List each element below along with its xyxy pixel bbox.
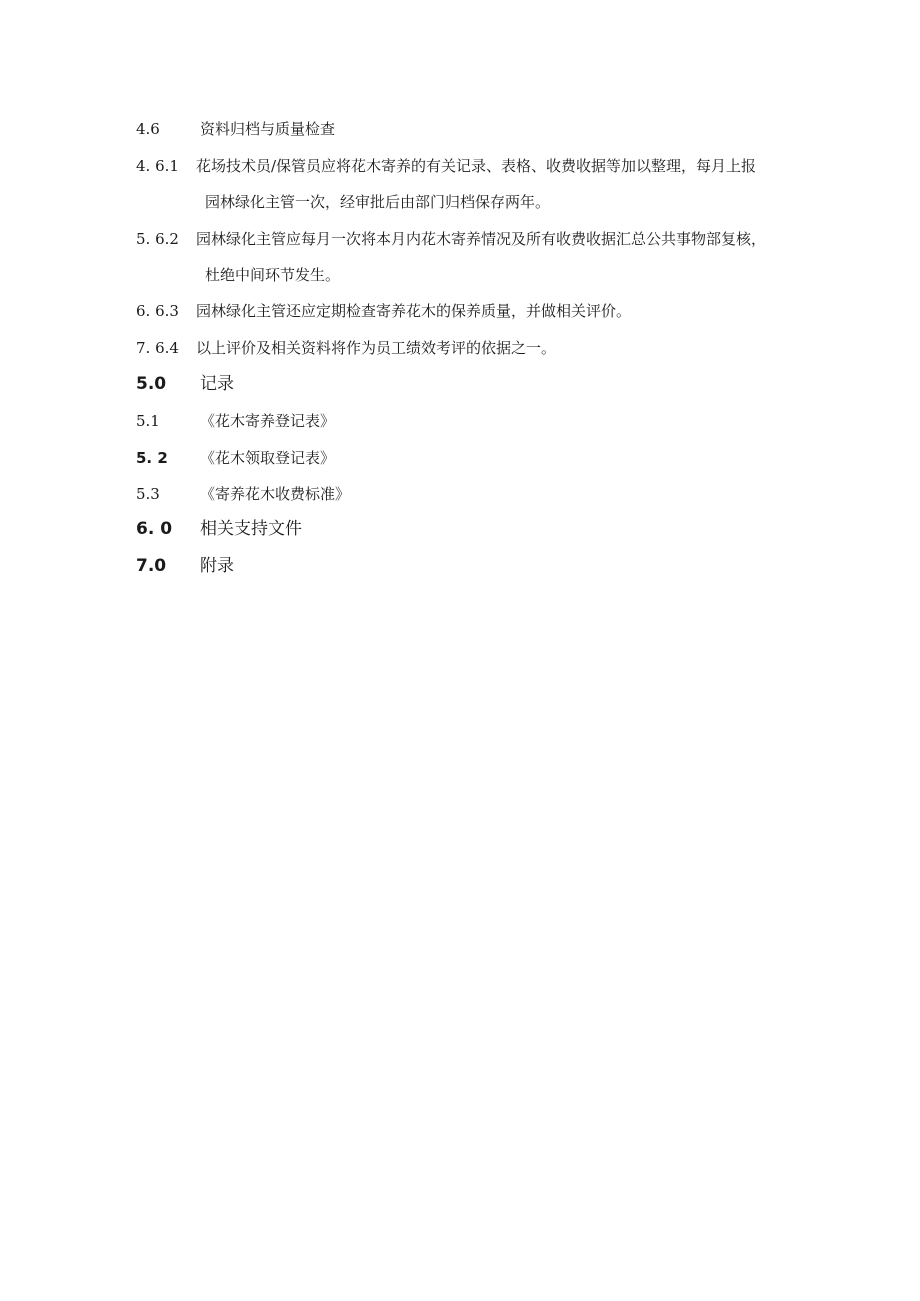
section-number: 4.6 xyxy=(136,120,160,138)
record-title: 《寄养花木收费标准》 xyxy=(200,485,351,503)
item-number: 5.3 xyxy=(136,485,160,503)
section-heading: 相关支持文件 xyxy=(200,519,302,539)
item-number: 5. 6.2 xyxy=(136,230,179,248)
item-text-continuation: 园林绿化主管一次，经审批后由部门归档保存两年。 xyxy=(205,193,551,211)
section-heading: 资料归档与质量检查 xyxy=(200,120,336,138)
item-text: 园林绿化主管应每月一次将本月内花木寄养情况及所有收费收据汇总公共事物部复核， xyxy=(196,230,767,248)
section-heading: 记录 xyxy=(200,374,234,394)
item-text-continuation: 杜绝中间环节发生。 xyxy=(205,266,341,284)
section-number: 5.0 xyxy=(136,374,167,394)
item-number: 5. 2 xyxy=(136,449,168,467)
section-number: 7.0 xyxy=(136,556,167,576)
item-text: 以上评价及相关资料将作为员工绩效考评的依据之一。 xyxy=(196,339,557,357)
item-text: 园林绿化主管还应定期检查寄养花木的保养质量，并做相关评价。 xyxy=(196,302,632,320)
section-number: 6. 0 xyxy=(136,519,173,539)
item-number: 7. 6.4 xyxy=(136,339,179,357)
section-heading: 附录 xyxy=(200,556,234,576)
item-text: 花场技术员/保管员应将花木寄养的有关记录、表格、收费收据等加以整理，每月上报 xyxy=(196,157,757,175)
record-title: 《花木寄养登记表》 xyxy=(200,412,336,430)
item-number: 6. 6.3 xyxy=(136,302,179,320)
item-number: 5.1 xyxy=(136,412,160,430)
item-number: 4. 6.1 xyxy=(136,157,179,175)
record-title: 《花木领取登记表》 xyxy=(200,449,336,467)
